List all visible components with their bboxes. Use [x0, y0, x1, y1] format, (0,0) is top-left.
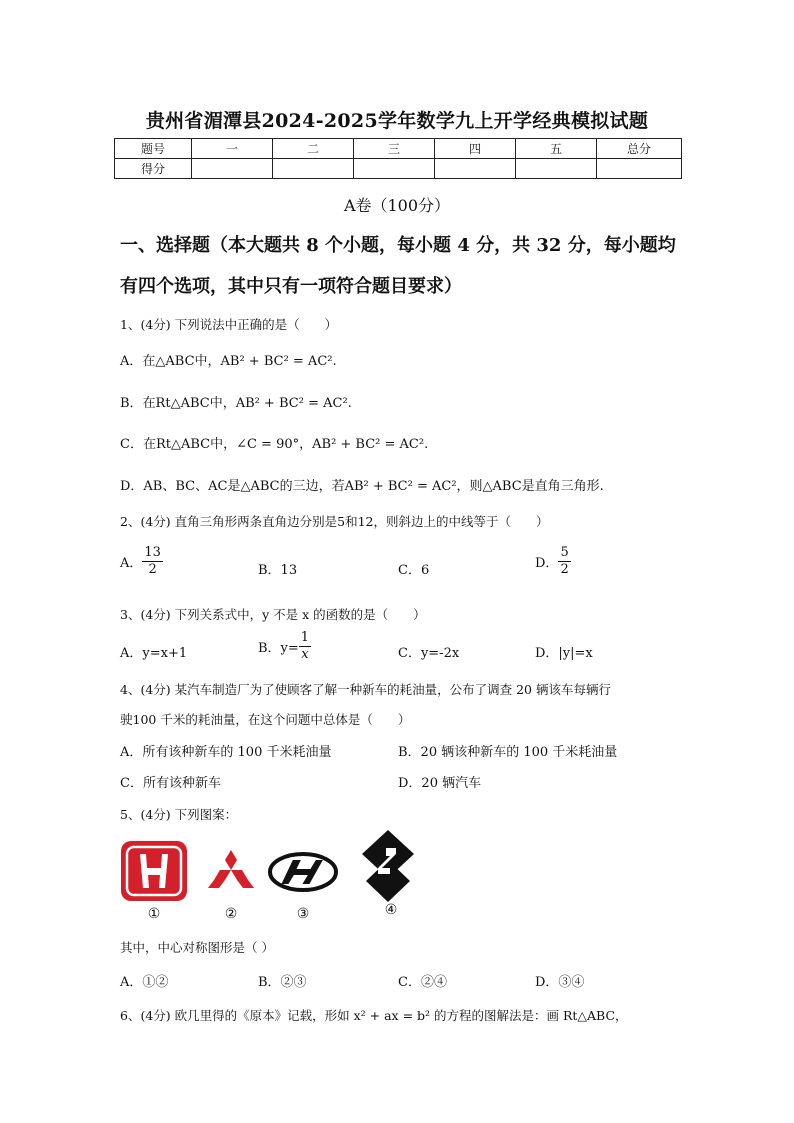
option-label: B．y= [258, 641, 299, 656]
figure-label-4: ④ [384, 902, 398, 918]
diamond-right [231, 870, 248, 880]
option-label: A． [120, 556, 143, 571]
question-2-option-b: B．13 [258, 563, 298, 578]
question-4-option-a: A．所有该种新车的 100 千米耗油量 [120, 745, 332, 760]
score-input-cell[interactable] [354, 159, 435, 179]
fraction-denominator: 2 [560, 562, 569, 577]
fraction [299, 630, 311, 663]
question-1-option-a: A．在△ABC中，AB² + BC² = AC². [120, 354, 337, 369]
question-2-option-c: C．6 [398, 563, 430, 578]
diamond-right-base [237, 880, 254, 888]
table-cell: 总分 [597, 139, 682, 159]
question-2-option-a [120, 545, 163, 578]
fraction-denominator: x [301, 647, 309, 662]
section-heading: A卷（100分） [343, 196, 451, 215]
question-4-stem-line2: 驶100 千米的耗油量，在这个问题中总体是（ ） [120, 712, 411, 727]
question-4-option-b: B．20 辆该种新车的 100 千米耗油量 [398, 745, 618, 760]
question-2-option-d [535, 545, 571, 578]
table-cell: 五 [516, 139, 597, 159]
score-input-cell[interactable] [597, 159, 682, 179]
diamond-left [214, 870, 231, 880]
score-table-score-row [115, 159, 682, 179]
score-table [114, 138, 682, 179]
question-1-option-c: C．在Rt△ABC中，∠C = 90°，AB² + BC² = AC². [120, 437, 429, 452]
table-cell: 二 [273, 139, 354, 159]
question-1-option-d: D．AB、BC、AC是△ABC的三边，若AB² + BC² = AC²，则△ABC是直角三角形. [120, 479, 604, 494]
question-5-option-c: C．②④ [398, 975, 447, 990]
question-1-option-b: B．在Rt△ABC中，AB² + BC² = AC². [120, 396, 352, 411]
score-input-cell[interactable] [273, 159, 354, 179]
figure-label-3: ③ [296, 906, 310, 922]
logo-figure-1 [120, 840, 188, 902]
diamond-lower [366, 860, 410, 902]
question-4-option-d: D．20 辆汽车 [398, 776, 482, 791]
page-title: 贵州省湄潭县2024-2025学年数学九上开学经典模拟试题 [145, 110, 649, 132]
fraction [558, 545, 570, 578]
question-4-option-c: C．所有该种新车 [120, 776, 221, 791]
question-3-option-d: D．|y|=x [535, 646, 593, 661]
diamond-top [225, 850, 237, 870]
table-cell: 四 [435, 139, 516, 159]
figure-label-2: ② [224, 906, 238, 922]
fraction-denominator: 2 [148, 562, 157, 577]
score-input-cell[interactable] [435, 159, 516, 179]
score-input-cell[interactable] [192, 159, 273, 179]
fraction-numerator: 5 [560, 545, 569, 560]
question-5-option-b: B．②③ [258, 975, 307, 990]
question-3-stem: 3、(4分) 下列关系式中，y 不是 x 的函数的是（ ） [120, 607, 426, 622]
question-2-stem: 2、(4分) 直角三角形两条直角边分别是5和12，则斜边上的中线等于（ ） [120, 514, 549, 529]
h-letter-shape [281, 860, 322, 884]
logo-figure-4 [362, 830, 414, 902]
diamond-left-base [208, 880, 225, 888]
score-input-cell[interactable] [516, 159, 597, 179]
part-heading: 一、选择题（本大题共 8 个小题，每小题 4 分，共 32 分，每小题均有四个选项，其中只有一项符合题目要求） [120, 235, 676, 297]
question-5-option-a: A．①② [120, 975, 169, 990]
table-cell: 得分 [115, 159, 192, 179]
question-3-option-c: C．y=-2x [398, 646, 460, 661]
question-3-option-a: A．y=x+1 [120, 646, 188, 661]
fraction-numerator: 13 [144, 545, 161, 560]
question-1-stem: 1、(4分) 下列说法中正确的是（ ） [120, 317, 338, 332]
question-4-stem-line1: 4、(4分) 某汽车制造厂为了使顾客了解一种新车的耗油量，公布了调查 20 辆该车每辆行 [120, 682, 611, 697]
fraction [142, 545, 163, 578]
logo-figure-3 [268, 852, 338, 892]
table-cell: 题号 [115, 139, 192, 159]
option-label: D． [535, 556, 559, 571]
logo-figure-2 [208, 850, 254, 890]
question-5-follow: 其中，中心对称图形是（ ） [120, 940, 274, 955]
table-cell: 三 [354, 139, 435, 159]
question-5-stem: 5、(4分) 下列图案： [120, 807, 238, 822]
table-cell: 一 [192, 139, 273, 159]
question-5-option-d: D．③④ [535, 975, 585, 990]
question-6-stem: 6、(4分) 欧几里得的《原本》记载，形如 x² + ax = b² 的方程的图解法是：画 Rt△ABC， [120, 1008, 628, 1023]
figure-label-1: ① [147, 906, 161, 922]
score-table-header-row [115, 139, 682, 159]
fraction-numerator: 1 [300, 630, 310, 645]
question-3-option-b [258, 630, 311, 663]
